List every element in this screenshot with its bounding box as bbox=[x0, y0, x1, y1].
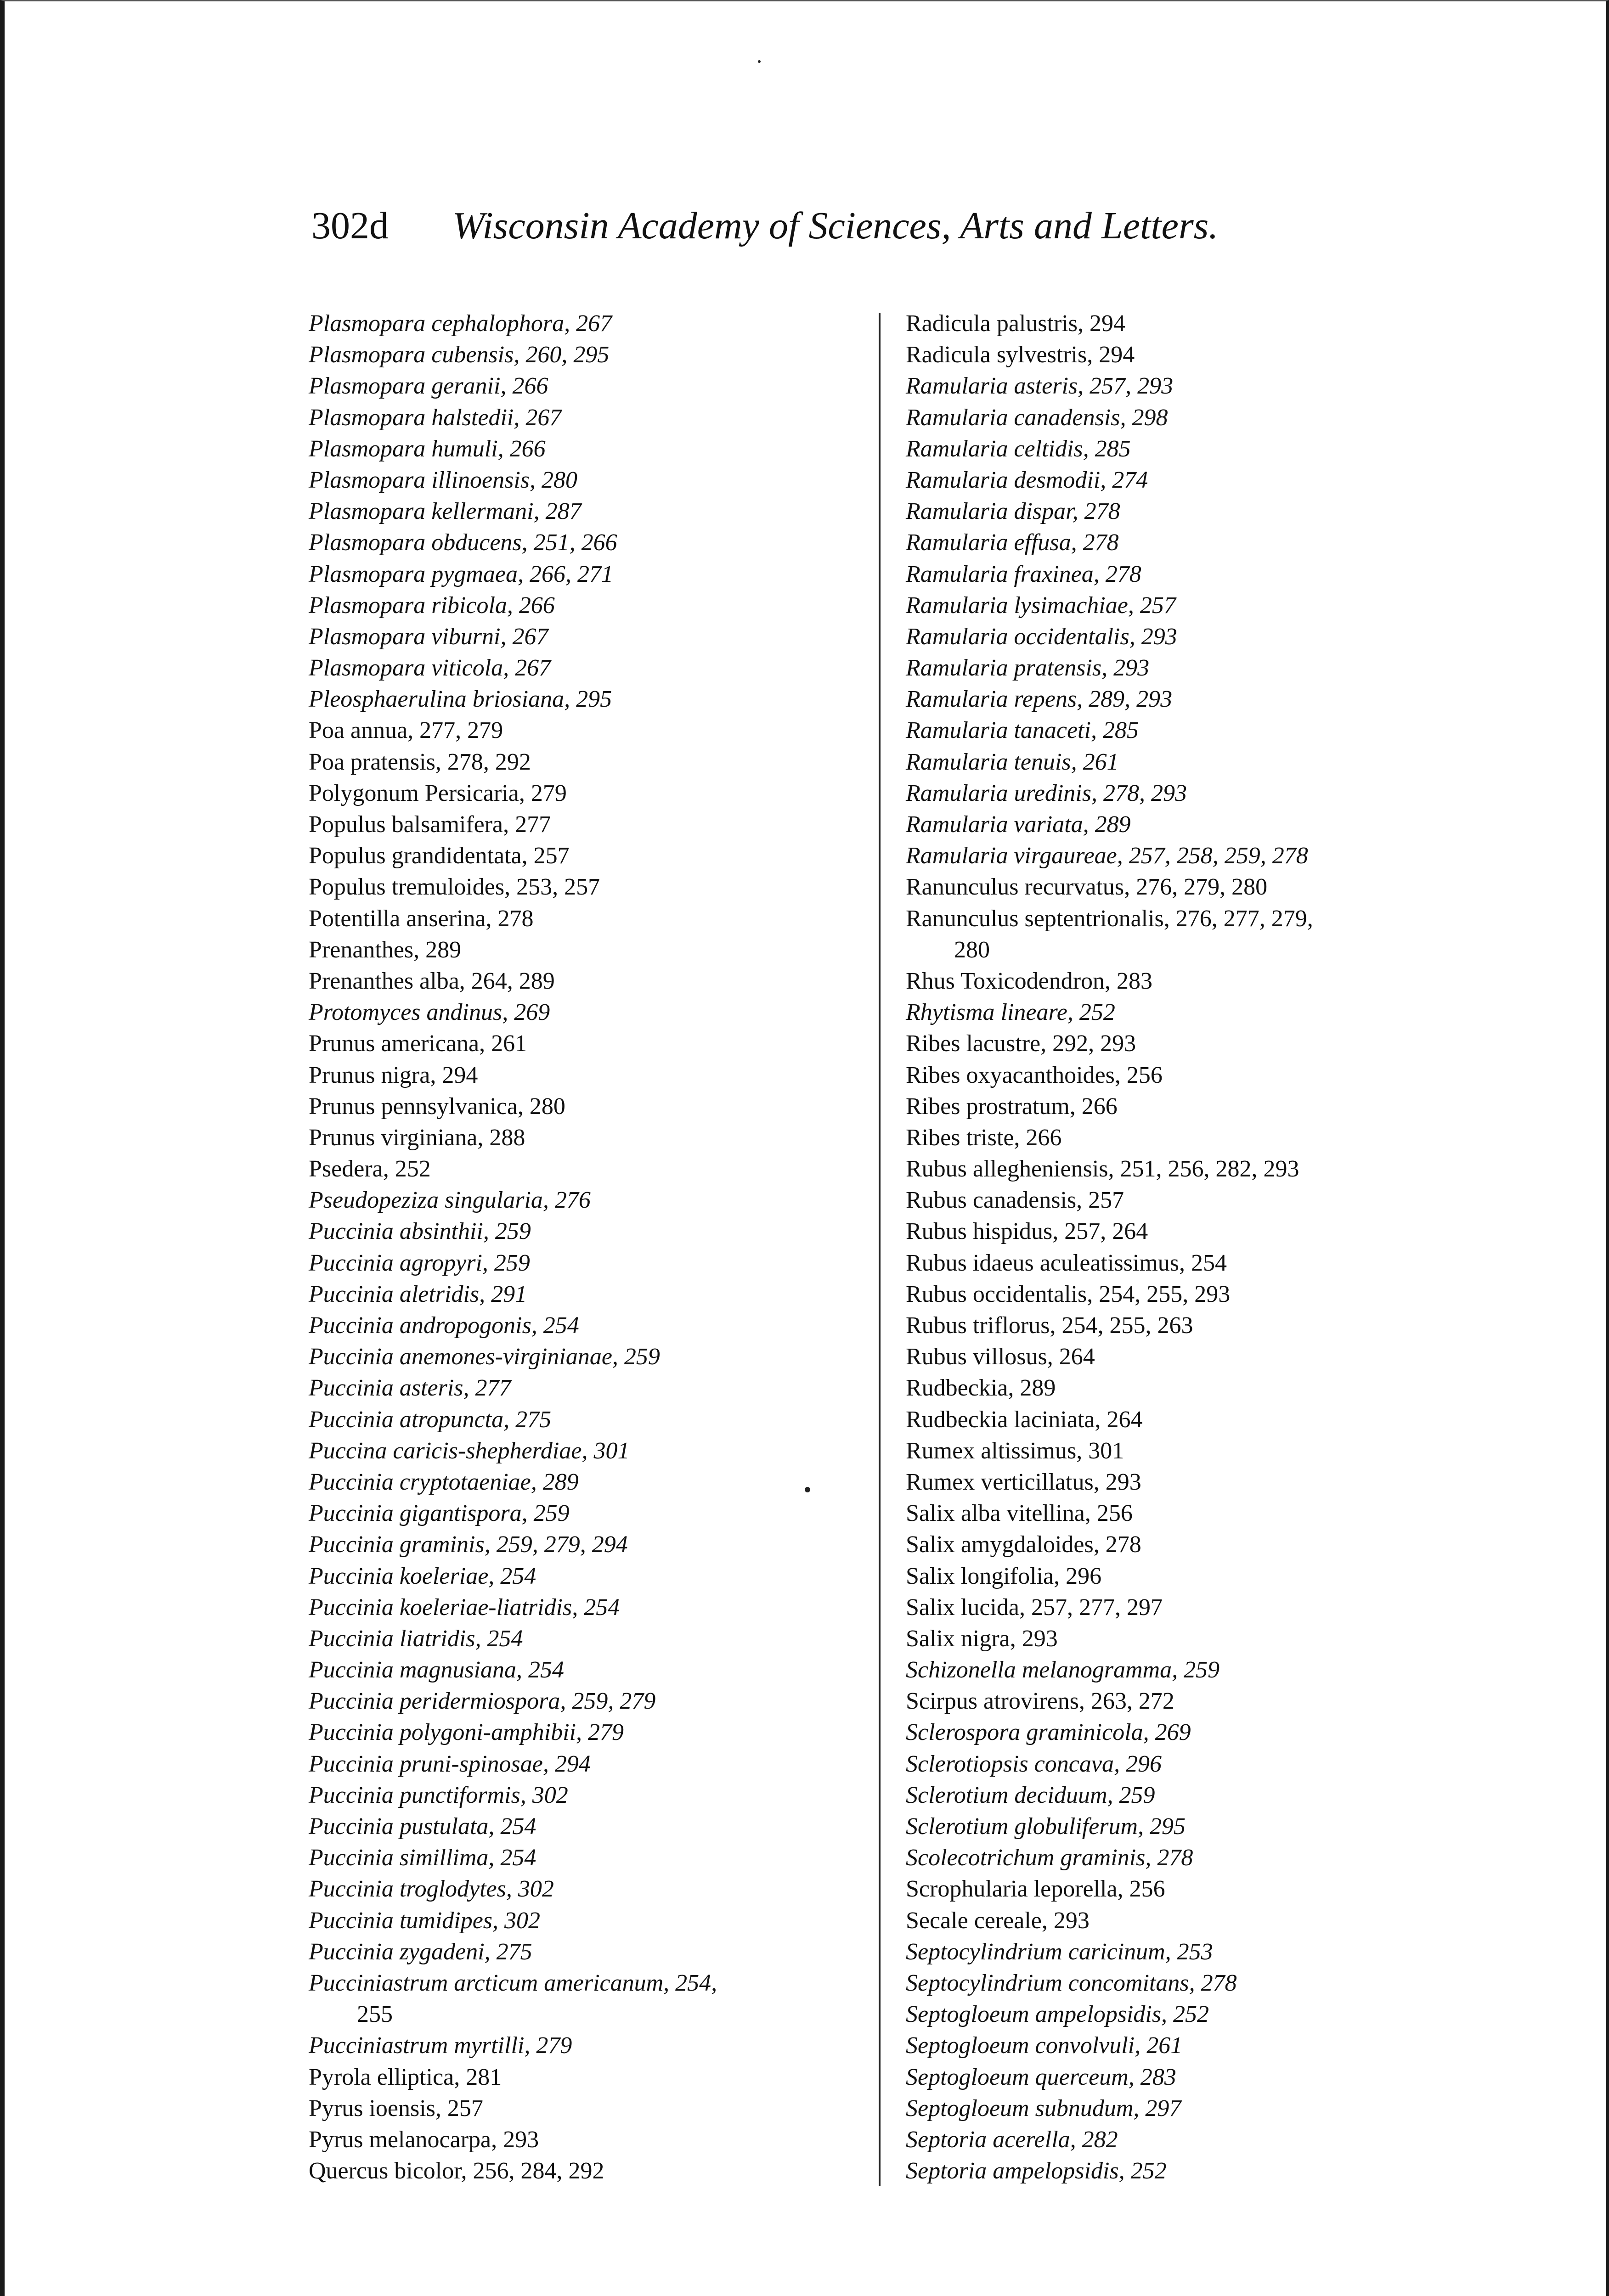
index-entry: Plasmopara viburni, 267 bbox=[309, 623, 548, 650]
index-entry: Ramularia repens, 289, 293 bbox=[906, 686, 1173, 713]
index-entry: Puccinia gigantispora, 259 bbox=[309, 1500, 570, 1527]
page-number: 302d bbox=[311, 204, 389, 247]
scan-speck bbox=[805, 1487, 810, 1492]
index-entry: Puccinia simillima, 254 bbox=[309, 1845, 536, 1871]
index-entry: Puccinia atropuncta, 275 bbox=[309, 1406, 552, 1433]
index-entry: Puccinia zygadeni, 275 bbox=[309, 1938, 532, 1965]
index-entry: Rubus occidentalis, 254, 255, 293 bbox=[906, 1281, 1231, 1307]
index-entry: Ramularia occidentalis, 293 bbox=[906, 623, 1177, 650]
index-entry: Psedera, 252 bbox=[309, 1156, 431, 1182]
index-entry: Scirpus atrovirens, 263, 272 bbox=[906, 1688, 1174, 1715]
index-entry: Rubus canadensis, 257 bbox=[906, 1187, 1124, 1214]
index-entry: Salix lucida, 257, 277, 297 bbox=[906, 1594, 1163, 1621]
index-entry: Radicula palustris, 294 bbox=[906, 310, 1126, 337]
index-entry: Pyrus melanocarpa, 293 bbox=[309, 2126, 539, 2153]
index-entry-continuation: 255 bbox=[357, 2001, 393, 2028]
index-entry: Puccinia anemones-virginianae, 259 bbox=[309, 1344, 660, 1370]
index-entry: Rudbeckia laciniata, 264 bbox=[906, 1406, 1143, 1433]
index-entry: Ramularia tanaceti, 285 bbox=[906, 717, 1139, 744]
index-entry: Radicula sylvestris, 294 bbox=[906, 342, 1135, 368]
running-head bbox=[311, 203, 1218, 248]
index-entry: Sclerotium globuliferum, 295 bbox=[906, 1813, 1186, 1840]
index-entry: Salix amygdaloides, 278 bbox=[906, 1531, 1141, 1558]
index-entry: Ramularia uredinis, 278, 293 bbox=[906, 780, 1187, 806]
index-entry: Plasmopara obducens, 251, 266 bbox=[309, 529, 617, 556]
index-entry: Plasmopara pygmaea, 266, 271 bbox=[309, 561, 613, 587]
index-column-right bbox=[906, 308, 1434, 2187]
index-entry: Plasmopara cubensis, 260, 295 bbox=[309, 342, 610, 368]
index-entry: Pyrus ioensis, 257 bbox=[309, 2095, 483, 2122]
index-entry: Protomyces andinus, 269 bbox=[309, 999, 550, 1026]
index-entry: Pseudopeziza singularia, 276 bbox=[309, 1187, 591, 1214]
index-entry: Ramularia celtidis, 285 bbox=[906, 435, 1131, 462]
index-entry: Septogloeum querceum, 283 bbox=[906, 2064, 1176, 2090]
index-entry: Puccinia troglodytes, 302 bbox=[309, 1876, 554, 1902]
index-entry: Puccinia magnusiana, 254 bbox=[309, 1657, 565, 1683]
index-entry: Ramularia dispar, 278 bbox=[906, 498, 1120, 525]
index-entry: Potentilla anserina, 278 bbox=[309, 905, 534, 932]
index-entry: Puccinia tumidipes, 302 bbox=[309, 1907, 541, 1934]
index-entry: Puccinia cryptotaeniae, 289 bbox=[309, 1469, 579, 1495]
index-entry: Ramularia canadensis, 298 bbox=[906, 404, 1168, 431]
index-entry: Puccinia andropogonis, 254 bbox=[309, 1312, 579, 1339]
index-entry: Septocylindrium concomitans, 278 bbox=[906, 1970, 1237, 1996]
index-entry: Ranunculus septentrionalis, 276, 277, 279, bbox=[906, 905, 1313, 932]
index-entry: Ramularia fraxinea, 278 bbox=[906, 561, 1141, 587]
index-entry: Secale cereale, 293 bbox=[906, 1907, 1090, 1934]
index-entry: Septocylindrium caricinum, 253 bbox=[906, 1938, 1213, 1965]
index-entry: Pucciniastrum arcticum americanum, 254, bbox=[309, 1970, 717, 1996]
index-entry: Sclerospora graminicola, 269 bbox=[906, 1719, 1191, 1746]
index-entry: Ramularia lysimachiae, 257 bbox=[906, 592, 1176, 619]
index-entry: Ramularia virgaureae, 257, 258, 259, 278 bbox=[906, 843, 1308, 869]
index-entry: Prunus americana, 261 bbox=[309, 1030, 527, 1057]
index-entry: Rubus villosus, 264 bbox=[906, 1344, 1095, 1370]
index-entry: Populus grandidentata, 257 bbox=[309, 843, 570, 869]
index-entry: Pucciniastrum myrtilli, 279 bbox=[309, 2032, 572, 2059]
index-entry: Prunus virginiana, 288 bbox=[309, 1124, 525, 1151]
index-entry: Rubus hispidus, 257, 264 bbox=[906, 1218, 1148, 1245]
index-entry: Quercus bicolor, 256, 284, 292 bbox=[309, 2158, 604, 2184]
index-entry: Salix alba vitellina, 256 bbox=[906, 1500, 1133, 1527]
index-entry: Salix longifolia, 296 bbox=[906, 1563, 1102, 1589]
index-entry: Rudbeckia, 289 bbox=[906, 1375, 1056, 1401]
index-entry: Puccinia punctiformis, 302 bbox=[309, 1782, 568, 1808]
index-entry: Plasmopara halstedii, 267 bbox=[309, 404, 562, 431]
index-entry: Septoria ampelopsidis, 252 bbox=[906, 2158, 1167, 2184]
index-entry: Ramularia desmodii, 274 bbox=[906, 467, 1148, 493]
index-entry: Puccinia absinthii, 259 bbox=[309, 1218, 531, 1245]
index-entry: Puccinia pustulata, 254 bbox=[309, 1813, 536, 1840]
index-entry: Puccinia polygoni-amphibii, 279 bbox=[309, 1719, 624, 1746]
index-entry: Rubus idaeus aculeatissimus, 254 bbox=[906, 1249, 1227, 1276]
index-entry: Populus balsamifera, 277 bbox=[309, 811, 551, 838]
index-entry: Scolecotrichum graminis, 278 bbox=[906, 1845, 1193, 1871]
index-column-left bbox=[309, 308, 837, 2187]
index-entry: Ribes triste, 266 bbox=[906, 1124, 1062, 1151]
index-entry: Prunus nigra, 294 bbox=[309, 1062, 478, 1088]
index-entry: Puccina caricis-shepherdiae, 301 bbox=[309, 1437, 630, 1464]
index-entry: Ramularia pratensis, 293 bbox=[906, 655, 1150, 681]
index-entry: Plasmopara illinoensis, 280 bbox=[309, 467, 578, 493]
index-entry: Plasmopara cephalophora, 267 bbox=[309, 310, 612, 337]
index-entry: Septoria acerella, 282 bbox=[906, 2126, 1118, 2153]
index-entry: Poa pratensis, 278, 292 bbox=[309, 748, 531, 775]
index-entry: Poa annua, 277, 279 bbox=[309, 717, 503, 744]
index-entry: Septogloeum convolvuli, 261 bbox=[906, 2032, 1183, 2059]
index-entry: Rubus triflorus, 254, 255, 263 bbox=[906, 1312, 1193, 1339]
index-entry: Plasmopara ribicola, 266 bbox=[309, 592, 555, 619]
index-entry: Ribes lacustre, 292, 293 bbox=[906, 1030, 1136, 1057]
index-entry: Ramularia variata, 289 bbox=[906, 811, 1131, 838]
index-entry: Plasmopara kellermani, 287 bbox=[309, 498, 581, 525]
index-entry: Prenanthes alba, 264, 289 bbox=[309, 968, 555, 994]
index-entry: Populus tremuloides, 253, 257 bbox=[309, 874, 600, 900]
index-entry: Prenanthes, 289 bbox=[309, 936, 462, 963]
index-entry: Rhytisma lineare, 252 bbox=[906, 999, 1115, 1026]
index-entry: Puccinia aletridis, 291 bbox=[309, 1281, 527, 1307]
index-entry: Polygonum Persicaria, 279 bbox=[309, 780, 567, 806]
index-entry: Ranunculus recurvatus, 276, 279, 280 bbox=[906, 874, 1268, 900]
index-entry: Sclerotium deciduum, 259 bbox=[906, 1782, 1155, 1808]
index-entry: Schizonella melanogramma, 259 bbox=[906, 1657, 1220, 1683]
index-entry: Puccinia agropyri, 259 bbox=[309, 1249, 530, 1276]
index-entry: Ribes oxyacanthoides, 256 bbox=[906, 1062, 1163, 1088]
journal-title: Wisconsin Academy of Sciences, Arts and Letters. bbox=[452, 204, 1219, 247]
index-entry: Scrophularia leporella, 256 bbox=[906, 1876, 1165, 1902]
index-entry: Sclerotiopsis concava, 296 bbox=[906, 1750, 1162, 1777]
index-entry: Rhus Toxicodendron, 283 bbox=[906, 968, 1153, 994]
index-entry: Prunus pennsylvanica, 280 bbox=[309, 1093, 565, 1120]
index-entry: Puccinia koeleriae, 254 bbox=[309, 1563, 536, 1589]
index-entry: Plasmopara humuli, 266 bbox=[309, 435, 546, 462]
index-entry-continuation: 280 bbox=[954, 936, 990, 963]
index-entry: Ramularia effusa, 278 bbox=[906, 529, 1119, 556]
index-entry: Plasmopara geranii, 266 bbox=[309, 373, 548, 400]
index-entry: Septogloeum ampelopsidis, 252 bbox=[906, 2001, 1209, 2028]
index-entry: Puccinia graminis, 259, 279, 294 bbox=[309, 1531, 628, 1558]
index-entry: Pleosphaerulina briosiana, 295 bbox=[309, 686, 612, 713]
index-entry: Puccinia peridermiospora, 259, 279 bbox=[309, 1688, 656, 1715]
index-entry: Ramularia asteris, 257, 293 bbox=[906, 373, 1174, 400]
index-entry: Plasmopara viticola, 267 bbox=[309, 655, 551, 681]
index-entry: Pyrola elliptica, 281 bbox=[309, 2064, 502, 2090]
index-entry: Ramularia tenuis, 261 bbox=[906, 748, 1119, 775]
index-entry: Salix nigra, 293 bbox=[906, 1625, 1058, 1652]
index-entry: Puccinia pruni-spinosae, 294 bbox=[309, 1750, 591, 1777]
index-entry: Puccinia liatridis, 254 bbox=[309, 1625, 523, 1652]
index-entry: Puccinia asteris, 277 bbox=[309, 1375, 511, 1401]
index-entry: Rubus allegheniensis, 251, 256, 282, 293 bbox=[906, 1156, 1299, 1182]
index-entry: Septogloeum subnudum, 297 bbox=[906, 2095, 1181, 2122]
index-entry: Rumex altissimus, 301 bbox=[906, 1437, 1124, 1464]
index-entry: Puccinia koeleriae-liatridis, 254 bbox=[309, 1594, 620, 1621]
index-entry: Rumex verticillatus, 293 bbox=[906, 1469, 1141, 1495]
column-divider bbox=[879, 313, 881, 2186]
scan-speck bbox=[758, 60, 761, 63]
index-entry: Ribes prostratum, 266 bbox=[906, 1093, 1118, 1120]
